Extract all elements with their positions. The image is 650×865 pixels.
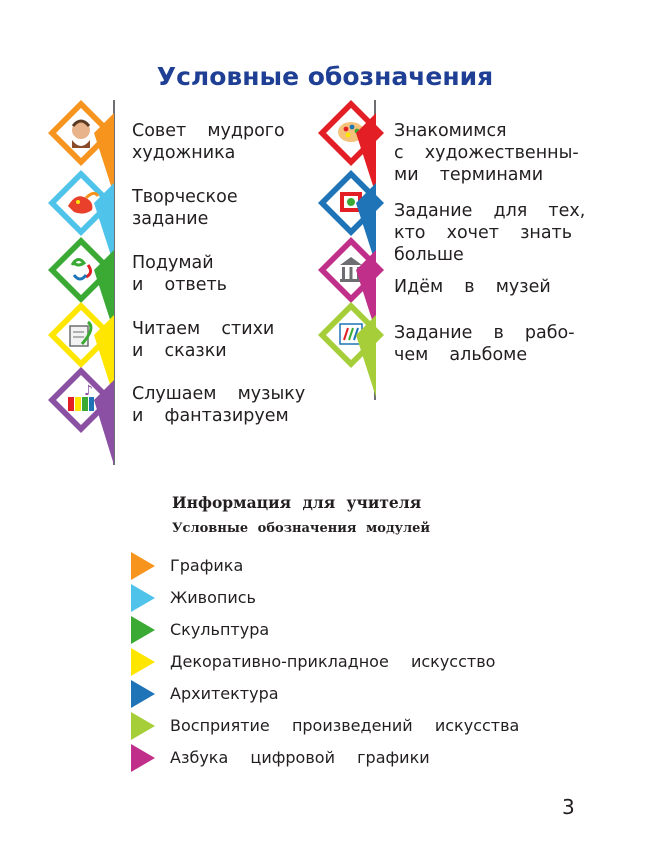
legend-label: Творческое задание xyxy=(132,187,238,229)
info-subtitle: Условные обозначения модулей xyxy=(172,521,431,536)
module-color-marker xyxy=(131,616,155,644)
module-color-marker xyxy=(131,744,155,772)
left-color-tails xyxy=(94,100,114,470)
page-title: Условные обозначения xyxy=(156,62,494,91)
right-color-tails xyxy=(356,100,376,400)
legend-label: Идём в музей xyxy=(394,277,551,297)
module-color-marker xyxy=(131,552,155,580)
legend-label: Задание для тех, кто хочет знать больше xyxy=(394,201,586,265)
legend-label: Знакомимся с художественны- ми терминами xyxy=(394,121,579,185)
module-label: Живопись xyxy=(170,588,256,607)
module-color-marker xyxy=(131,584,155,612)
module-label: Архитектура xyxy=(170,684,279,703)
legend-label: Совет мудрого художника xyxy=(132,121,285,163)
module-label: Декоративно-прикладное искусство xyxy=(170,652,496,671)
svg-text:♪: ♪ xyxy=(84,383,93,399)
legend-label: Подумай и ответь xyxy=(132,253,227,295)
legend-label: Читаем стихи и сказки xyxy=(132,319,275,361)
legend-label: Слушаем музыку и фантазируем xyxy=(132,384,306,426)
module-color-marker xyxy=(131,648,155,676)
module-label: Скульптура xyxy=(170,620,270,639)
module-label: Графика xyxy=(170,556,244,575)
module-label: Азбука цифровой графики xyxy=(170,748,430,767)
module-label: Восприятие произведений искусства xyxy=(170,716,520,735)
legend-label: Задание в рабо- чем альбоме xyxy=(394,323,575,365)
page-number: 3 xyxy=(562,795,575,819)
module-color-marker xyxy=(131,680,155,708)
module-color-marker xyxy=(131,712,155,740)
info-title: Информация для учителя xyxy=(172,493,422,512)
